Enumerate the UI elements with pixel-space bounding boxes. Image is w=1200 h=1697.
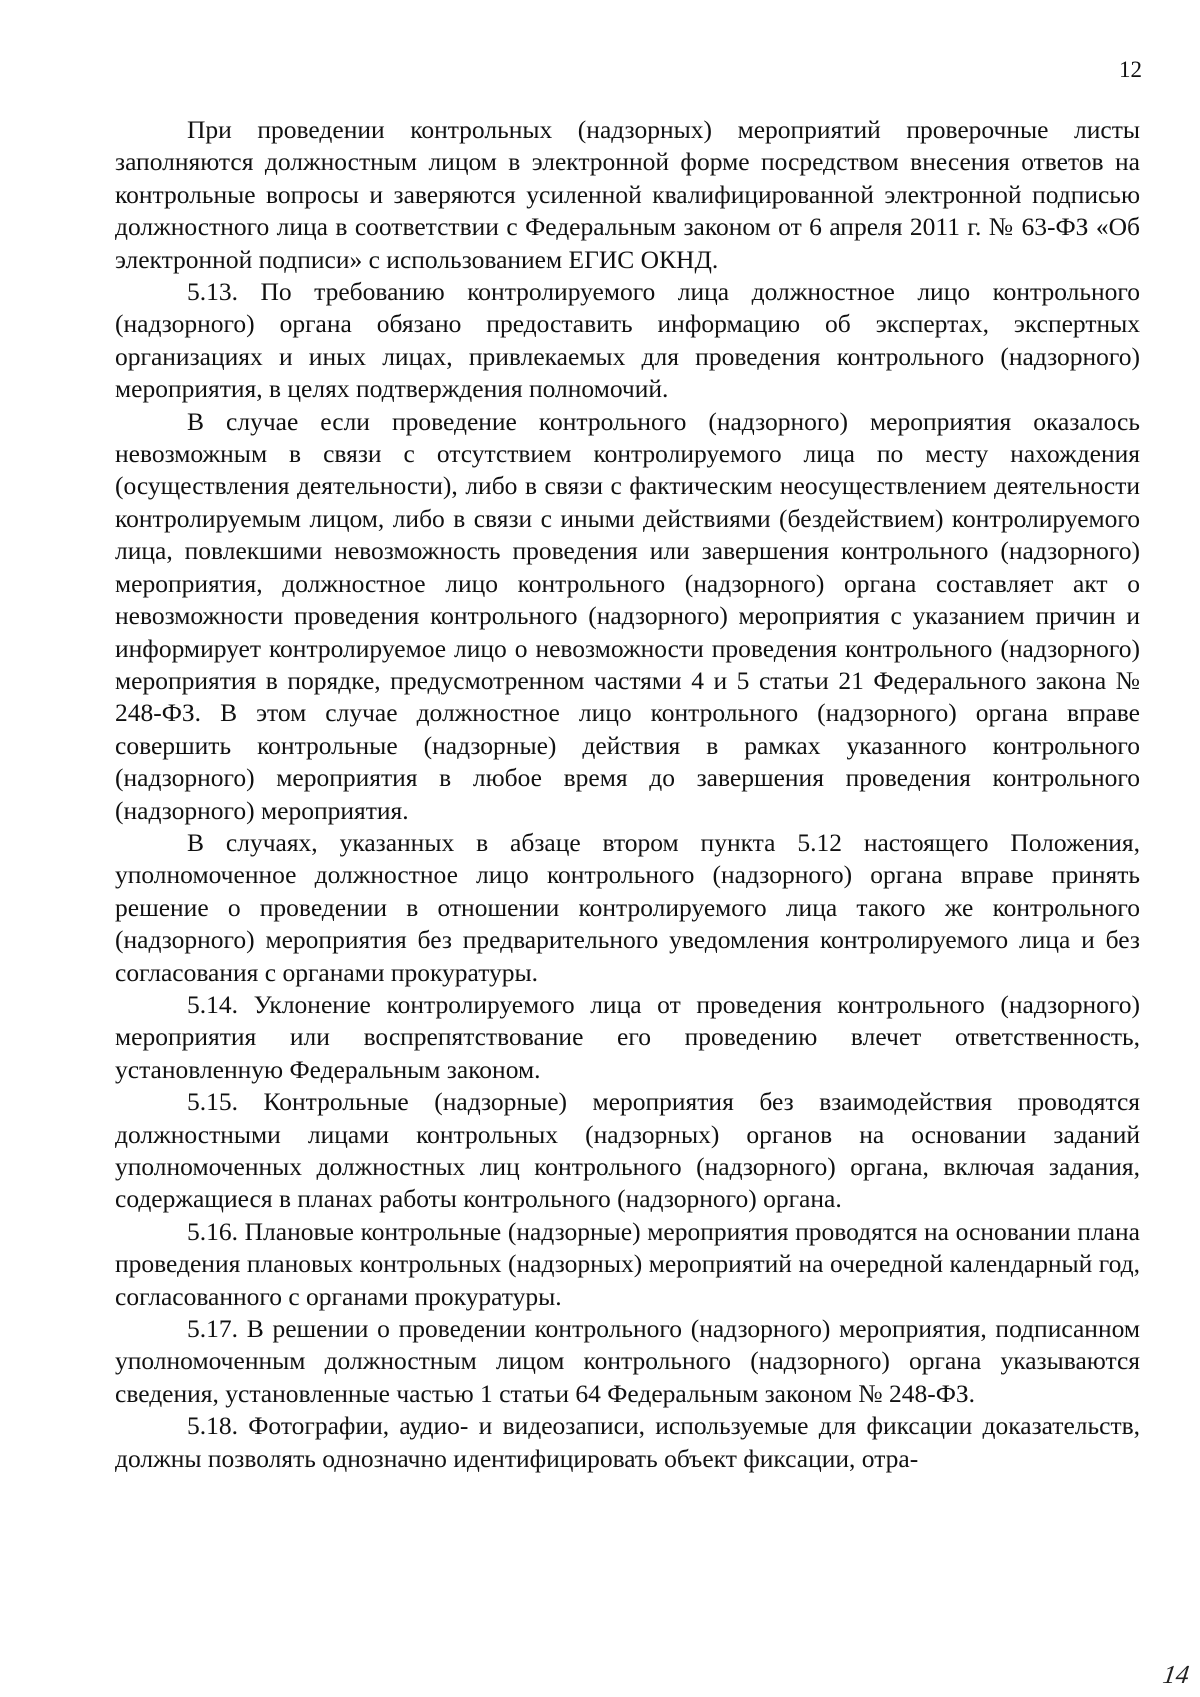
document-body [115, 114, 1140, 1475]
paragraph-repeat-inspection: В случаях, указанных в абзаце втором пункта 5.12 настоящего Положения, уполномоченное должностное лицо контрольного (надзорного) органа вправе принять решение о проведении в отношении контролируемого лица такого же контрольного (надзорного) мероприятия без предварительного уведомления контролируемого лица и без согласования с органами прокуратуры. [115, 827, 1140, 987]
paragraph-5-14: 5.14. Уклонение контролируемого лица от проведения контрольного (надзорного) мероприятия или воспрепятствование его проведению влечет ответственность, установленную Федеральным законом. [115, 989, 1140, 1084]
page-number: 12 [1119, 57, 1142, 82]
paragraph-impossibility-act: В случае если проведение контрольного (надзорного) мероприятия оказалось невозможным в связи с отсутствием контролируемого лица по месту нахождения (осуществления деятельности), либо в связи с фактическим неосуществлением деятельности контролируемым лицом, либо в связи с иными действиями (бездействием) контролируемого лица, повлекшими невозможность проведения или завершения контрольного (надзорного) мероприятия, должностное лицо контрольного (надзорного) органа составляет акт о невозможности проведения контрольного (надзорного) мероприятия с указанием причин и информирует контролируемое лицо о невозможности проведения контрольного (надзорного) мероприятия в порядке, предусмотренном частями 4 и 5 статьи 21 Федерального закона № 248-ФЗ. В этом случае должностное лицо контрольного (надзорного) органа вправе совершить контрольные (надзорные) действия в рамках указанного контрольного (надзорного) мероприятия в любое время до завершения проведения контрольного (надзорного) мероприятия. [115, 406, 1140, 825]
handwritten-sheet-number: 14 [1161, 1660, 1192, 1689]
paragraph-5-18: 5.18. Фотографии, аудио- и видеозаписи, используемые для фиксации доказательств, должны позволять однозначно идентифицировать объект фиксации, отра- [115, 1411, 1140, 1473]
paragraph-5-15: 5.15. Контрольные (надзорные) мероприятия без взаимодействия проводятся должностными лицами контрольных (надзорных) органов на основании заданий уполномоченных должностных лиц контрольного (надзорного) органа, включая задания, содержащиеся в планах работы контрольного (надзорного) органа. [115, 1087, 1140, 1214]
paragraph-5-16: 5.16. Плановые контрольные (надзорные) мероприятия проводятся на основании плана проведения плановых контрольных (надзорных) мероприятий на очередной календарный год, согласованного с органами прокуратуры. [115, 1216, 1140, 1311]
paragraph-5-17: 5.17. В решении о проведении контрольного (надзорного) мероприятия, подписанном уполномоченным должностным лицом контрольного (надзорного) органа указываются сведения, установленные частью 1 статьи 64 Федеральным законом № 248-ФЗ. [115, 1314, 1140, 1408]
paragraph-checklists: При проведении контрольных (надзорных) мероприятий проверочные листы заполняются должностным лицом в электронной форме посредством внесения ответов на контрольные вопросы и заверяются усиленной квалифицированной электронной подписью должностного лица в соответствии с Федеральным законом от 6 апреля 2011 г. № 63-ФЗ «Об электронной подписи» с использованием ЕГИС ОКНД. [115, 115, 1140, 274]
paragraph-5-13: 5.13. По требованию контролируемого лица должностное лицо контрольного (надзорного) органа обязано предоставить информацию об экспертах, экспертных организациях и иных лицах, привлекаемых для проведения контрольного (надзорного) мероприятия, в целях подтверждения полномочий. [115, 277, 1140, 404]
